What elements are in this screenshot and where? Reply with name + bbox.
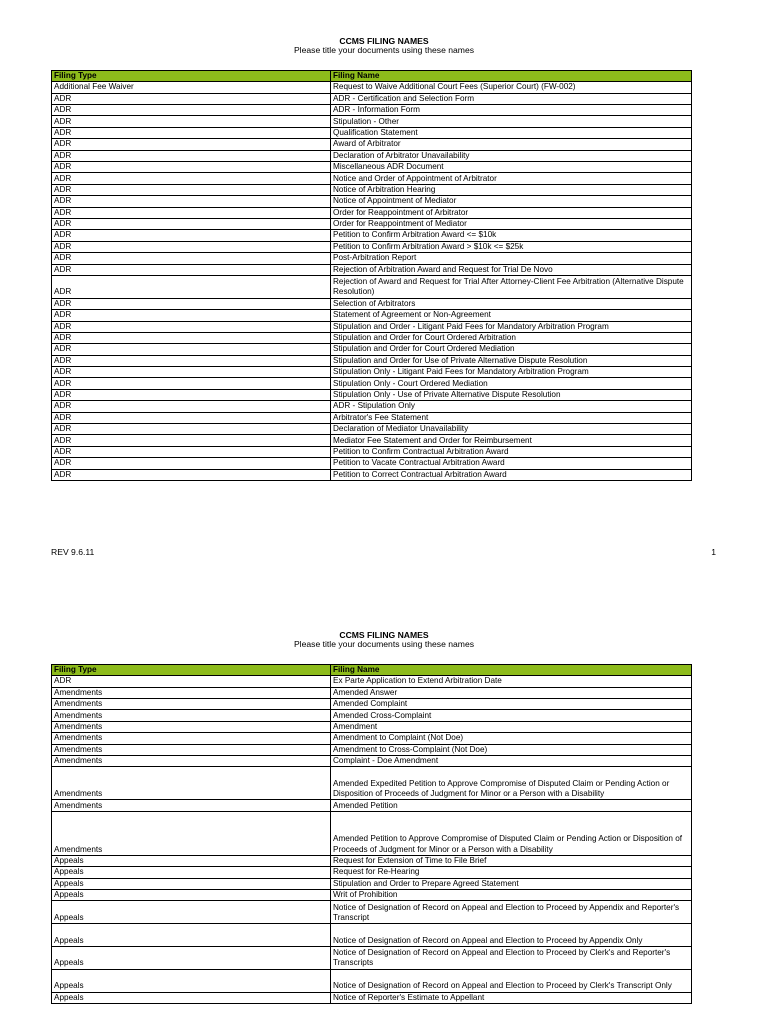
filing-type-cell: Appeals xyxy=(52,855,331,866)
column-header-filing-type: Filing Type xyxy=(52,665,331,676)
table-row xyxy=(52,412,692,423)
filing-name-cell: Post-Arbitration Report xyxy=(331,253,692,264)
filing-name-cell: Stipulation and Order for Court Ordered Arbitration xyxy=(331,332,692,343)
filing-type-cell: ADR xyxy=(52,275,331,298)
table-row xyxy=(52,184,692,195)
document-title: CCMS FILING NAMES xyxy=(339,36,429,46)
table-row xyxy=(52,344,692,355)
table-row xyxy=(52,676,692,687)
table-body xyxy=(52,676,692,1004)
document-subtitle: Please title your documents using these names xyxy=(293,639,475,649)
document-title: CCMS FILING NAMES xyxy=(339,630,429,640)
filing-type-cell: ADR xyxy=(52,458,331,469)
table-row xyxy=(52,458,692,469)
filing-name-cell: Petition to Vacate Contractual Arbitration Award xyxy=(331,458,692,469)
filing-name-cell: Order for Reappointment of Mediator xyxy=(331,218,692,229)
filing-name-cell: Petition to Confirm Arbitration Award <= $10k xyxy=(331,230,692,241)
filing-name-cell: Stipulation and Order to Prepare Agreed Statement xyxy=(331,878,692,889)
filing-name-cell: Notice and Order of Appointment of Arbitrator xyxy=(331,173,692,184)
filing-type-cell: Appeals xyxy=(52,946,331,969)
filing-name-cell: Amendment to Cross-Complaint (Not Doe) xyxy=(331,744,692,755)
filing-type-cell: ADR xyxy=(52,207,331,218)
table-row xyxy=(52,756,692,767)
filing-name-cell: Stipulation Only - Litigant Paid Fees for Mandatory Arbitration Program xyxy=(331,367,692,378)
table-row xyxy=(52,275,692,298)
table-row xyxy=(52,162,692,173)
filing-type-cell: ADR xyxy=(52,367,331,378)
filing-type-cell: ADR xyxy=(52,150,331,161)
filing-name-cell: Mediator Fee Statement and Order for Reimbursement xyxy=(331,435,692,446)
table-row xyxy=(52,992,692,1003)
table-row xyxy=(52,767,692,800)
filing-type-cell: ADR xyxy=(52,310,331,321)
filing-type-cell: Appeals xyxy=(52,867,331,878)
filing-name-cell: Qualification Statement xyxy=(331,127,692,138)
filing-name-cell: Request for Re-Hearing xyxy=(331,867,692,878)
table-row xyxy=(52,867,692,878)
filing-type-cell: Appeals xyxy=(52,969,331,992)
document-subtitle: Please title your documents using these names xyxy=(293,45,475,55)
filing-type-cell: ADR xyxy=(52,139,331,150)
filing-type-cell: Appeals xyxy=(52,901,331,924)
filing-name-cell: ADR - Certification and Selection Form xyxy=(331,93,692,104)
filing-name-cell: Declaration of Mediator Unavailability xyxy=(331,424,692,435)
page-number: 1 xyxy=(711,547,716,557)
filing-name-cell: Order for Reappointment of Arbitrator xyxy=(331,207,692,218)
filing-type-cell: ADR xyxy=(52,389,331,400)
revision-label: REV 9.6.11 xyxy=(51,547,95,557)
filing-type-cell: Amendments xyxy=(52,721,331,732)
filing-name-cell: Amended Expedited Petition to Approve Compromise of Disputed Claim or Pending Action or Disposition of Proceeds of Judgment for Minor or a Person with a Disability xyxy=(331,767,692,800)
table-header-row xyxy=(52,71,692,82)
filing-name-cell: Notice of Designation of Record on Appeal and Election to Proceed by Clerk's Transcript Only xyxy=(331,969,692,992)
filing-type-cell: Appeals xyxy=(52,878,331,889)
filing-name-cell: Complaint - Doe Amendment xyxy=(331,756,692,767)
table-row xyxy=(52,687,692,698)
filing-name-cell: Ex Parte Application to Extend Arbitration Date xyxy=(331,676,692,687)
table-row xyxy=(52,139,692,150)
filing-name-cell: Request to Waive Additional Court Fees (Superior Court) (FW-002) xyxy=(331,82,692,93)
filing-type-cell: ADR xyxy=(52,218,331,229)
table-row xyxy=(52,446,692,457)
filing-type-cell: Amendments xyxy=(52,756,331,767)
table-row xyxy=(52,469,692,480)
table-row xyxy=(52,218,692,229)
filing-name-cell: Award of Arbitrator xyxy=(331,139,692,150)
filing-type-cell: ADR xyxy=(52,241,331,252)
table-row xyxy=(52,710,692,721)
filing-name-cell: Selection of Arbitrators xyxy=(331,298,692,309)
filing-type-cell: ADR xyxy=(52,127,331,138)
filing-type-cell: Amendments xyxy=(52,811,331,855)
filing-type-cell: ADR xyxy=(52,173,331,184)
table-row xyxy=(52,173,692,184)
table-header-row xyxy=(52,665,692,676)
filing-name-cell: Stipulation and Order - Litigant Paid Fees for Mandatory Arbitration Program xyxy=(331,321,692,332)
column-header-filing-name: Filing Name xyxy=(331,71,692,82)
table-row xyxy=(52,253,692,264)
table-row xyxy=(52,150,692,161)
filing-type-cell: ADR xyxy=(52,378,331,389)
table-row xyxy=(52,105,692,116)
filing-type-cell: Appeals xyxy=(52,889,331,900)
filing-name-cell: Amended Cross-Complaint xyxy=(331,710,692,721)
filing-type-cell: ADR xyxy=(52,253,331,264)
filing-type-cell: ADR xyxy=(52,196,331,207)
table-row xyxy=(52,264,692,275)
table-row xyxy=(52,321,692,332)
table-row xyxy=(52,733,692,744)
filing-name-cell: Notice of Designation of Record on Appeal and Election to Proceed by Appendix and Reporter's Transcript xyxy=(331,901,692,924)
table-row xyxy=(52,332,692,343)
filing-name-cell: Amended Complaint xyxy=(331,699,692,710)
filing-name-cell: ADR - Information Form xyxy=(331,105,692,116)
filing-type-cell: Amendments xyxy=(52,687,331,698)
filing-name-cell: Petition to Correct Contractual Arbitration Award xyxy=(331,469,692,480)
filing-type-cell: ADR xyxy=(52,321,331,332)
filing-type-cell: ADR xyxy=(52,424,331,435)
table-row xyxy=(52,310,692,321)
filing-name-cell: Petition to Confirm Arbitration Award > $10k <= $25k xyxy=(331,241,692,252)
filing-name-cell: Stipulation and Order for Court Ordered Mediation xyxy=(331,344,692,355)
filing-type-cell: ADR xyxy=(52,401,331,412)
filing-name-cell: Stipulation - Other xyxy=(331,116,692,127)
filing-names-table xyxy=(51,70,692,481)
filing-name-cell: Miscellaneous ADR Document xyxy=(331,162,692,173)
table-row xyxy=(52,401,692,412)
column-header-filing-name: Filing Name xyxy=(331,665,692,676)
filing-name-cell: Arbitrator's Fee Statement xyxy=(331,412,692,423)
filing-type-cell: ADR xyxy=(52,184,331,195)
table-row xyxy=(52,924,692,947)
filing-type-cell: ADR xyxy=(52,344,331,355)
filing-type-cell: ADR xyxy=(52,332,331,343)
filing-name-cell: Request for Extension of Time to File Brief xyxy=(331,855,692,866)
filing-type-cell: ADR xyxy=(52,446,331,457)
filing-type-cell: ADR xyxy=(52,116,331,127)
filing-type-cell: ADR xyxy=(52,676,331,687)
filing-name-cell: Rejection of Award and Request for Trial After Attorney-Client Fee Arbitration (Alternative Dispute Resolution) xyxy=(331,275,692,298)
filing-name-cell: Declaration of Arbitrator Unavailability xyxy=(331,150,692,161)
table-row xyxy=(52,424,692,435)
filing-type-cell: ADR xyxy=(52,230,331,241)
filing-type-cell: Amendments xyxy=(52,767,331,800)
filing-name-cell: Notice of Reporter's Estimate to Appellant xyxy=(331,992,692,1003)
filing-name-cell: Statement of Agreement or Non-Agreement xyxy=(331,310,692,321)
filing-name-cell: Stipulation Only - Court Ordered Mediation xyxy=(331,378,692,389)
filing-name-cell: ADR - Stipulation Only xyxy=(331,401,692,412)
filing-type-cell: ADR xyxy=(52,412,331,423)
table-row xyxy=(52,969,692,992)
filing-type-cell: Amendments xyxy=(52,710,331,721)
filing-name-cell: Amended Petition to Approve Compromise of Disputed Claim or Pending Action or Disposition of Proceeds of Judgment for Minor or a Person with a Disability xyxy=(331,811,692,855)
filing-type-cell: ADR xyxy=(52,469,331,480)
filing-name-cell: Stipulation Only - Use of Private Alternative Dispute Resolution xyxy=(331,389,692,400)
filing-name-cell: Writ of Prohibition xyxy=(331,889,692,900)
table-row xyxy=(52,230,692,241)
filing-type-cell: ADR xyxy=(52,105,331,116)
table-row xyxy=(52,744,692,755)
table-row xyxy=(52,435,692,446)
table-row xyxy=(52,196,692,207)
table-row xyxy=(52,699,692,710)
filing-type-cell: Amendments xyxy=(52,800,331,811)
filing-name-cell: Amendment to Complaint (Not Doe) xyxy=(331,733,692,744)
filing-name-cell: Notice of Arbitration Hearing xyxy=(331,184,692,195)
filing-type-cell: ADR xyxy=(52,355,331,366)
filing-name-cell: Amendment xyxy=(331,721,692,732)
table-row xyxy=(52,800,692,811)
filing-type-cell: Additional Fee Waiver xyxy=(52,82,331,93)
filing-type-cell: ADR xyxy=(52,162,331,173)
filing-type-cell: Amendments xyxy=(52,699,331,710)
column-header-filing-type: Filing Type xyxy=(52,71,331,82)
table-row xyxy=(52,389,692,400)
table-row xyxy=(52,241,692,252)
table-row xyxy=(52,889,692,900)
filing-name-cell: Petition to Confirm Contractual Arbitration Award xyxy=(331,446,692,457)
table-row xyxy=(52,811,692,855)
filing-name-cell: Stipulation and Order for Use of Private Alternative Dispute Resolution xyxy=(331,355,692,366)
table-row xyxy=(52,901,692,924)
filing-type-cell: Amendments xyxy=(52,744,331,755)
table-row xyxy=(52,116,692,127)
filing-name-cell: Amended Petition xyxy=(331,800,692,811)
table-row xyxy=(52,298,692,309)
filing-type-cell: ADR xyxy=(52,93,331,104)
filing-type-cell: Appeals xyxy=(52,992,331,1003)
filing-name-cell: Notice of Appointment of Mediator xyxy=(331,196,692,207)
table-row xyxy=(52,93,692,104)
table-row xyxy=(52,207,692,218)
filing-type-cell: ADR xyxy=(52,435,331,446)
table-body xyxy=(52,82,692,481)
filing-name-cell: Rejection of Arbitration Award and Request for Trial De Novo xyxy=(331,264,692,275)
table-row xyxy=(52,721,692,732)
table-row xyxy=(52,378,692,389)
table-row xyxy=(52,127,692,138)
table-row xyxy=(52,878,692,889)
filing-names-table xyxy=(51,664,692,1004)
filing-type-cell: ADR xyxy=(52,264,331,275)
filing-name-cell: Amended Answer xyxy=(331,687,692,698)
table-row xyxy=(52,946,692,969)
filing-type-cell: Appeals xyxy=(52,924,331,947)
table-row xyxy=(52,855,692,866)
table-row xyxy=(52,367,692,378)
filing-type-cell: Amendments xyxy=(52,733,331,744)
table-row xyxy=(52,355,692,366)
filing-name-cell: Notice of Designation of Record on Appeal and Election to Proceed by Appendix Only xyxy=(331,924,692,947)
filing-name-cell: Notice of Designation of Record on Appeal and Election to Proceed by Clerk's and Reporter's Transcripts xyxy=(331,946,692,969)
filing-type-cell: ADR xyxy=(52,298,331,309)
table-row xyxy=(52,82,692,93)
